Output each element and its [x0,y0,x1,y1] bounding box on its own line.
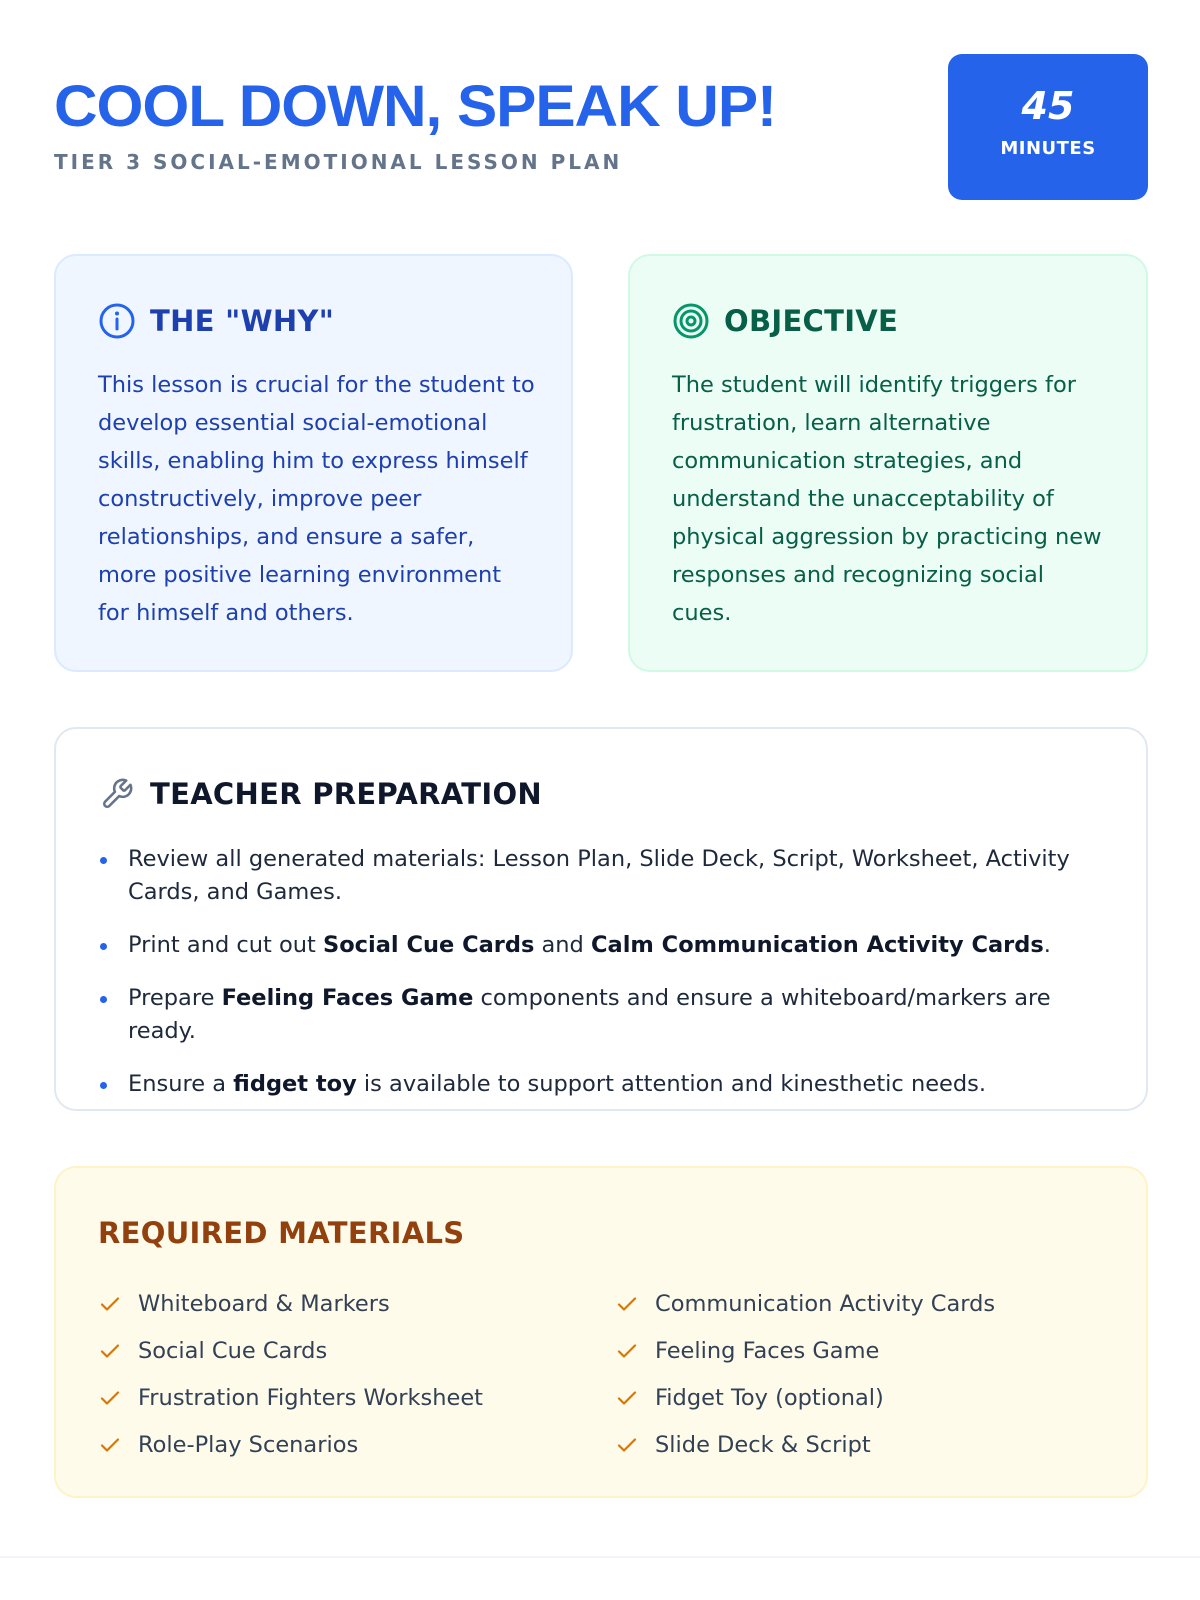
check-icon [98,1338,124,1364]
info-circle-icon [98,302,136,340]
list-item: Communication Activity Cards [615,1280,1108,1327]
check-icon [615,1291,641,1317]
required-materials-card [54,1166,1148,1498]
list-item: Print and cut out Social Cue Cards and Calm Communication Activity Cards. [98,929,1100,962]
objective-body: The student will identify triggers for frustration, learn alternative communication strategies, and understand the unacceptability of physical aggression by practicing new responses and recognizing social cues. [672,372,1102,626]
check-icon [98,1385,124,1411]
list-item: Prepare Feeling Faces Game components and ensure a whiteboard/markers are ready. [98,982,1100,1048]
list-item: Role-Play Scenarios [98,1421,615,1468]
page-title: COOL DOWN, SPEAK UP! [54,74,777,139]
list-item: Whiteboard & Markers [98,1280,615,1327]
list-item: Fidget Toy (optional) [615,1374,1108,1421]
check-icon [615,1432,641,1458]
duration-unit: MINUTES [1000,138,1096,159]
header [54,54,1148,200]
why-card [54,254,573,672]
duration-value: 45 [1021,84,1075,128]
duration-badge [948,54,1148,200]
page-subtitle: TIER 3 SOCIAL-EMOTIONAL LESSON PLAN [54,150,623,174]
wrench-icon [98,775,136,813]
check-icon [98,1432,124,1458]
check-icon [98,1291,124,1317]
list-item: Review all generated materials: Lesson Plan, Slide Deck, Script, Worksheet, Activity Cards, and Games. [98,843,1100,909]
list-item: Social Cue Cards [98,1327,615,1374]
why-body: This lesson is crucial for the student to develop essential social-emotional skills, enabling him to express himself constructively, improve peer relationships, and ensure a safer, more positive learning environment for himself and others. [98,372,535,626]
check-icon [615,1385,641,1411]
preparation-list [98,843,1100,1121]
materials-list [98,1280,1108,1468]
list-item: Slide Deck & Script [615,1421,1108,1468]
objective-title: OBJECTIVE [724,304,899,338]
list-item: Ensure a fidget toy is available to support attention and kinesthetic needs. [98,1068,1100,1101]
objective-card [628,254,1148,672]
preparation-title: TEACHER PREPARATION [150,777,542,811]
footer-divider [0,1556,1200,1558]
list-item: Feeling Faces Game [615,1327,1108,1374]
materials-title: REQUIRED MATERIALS [98,1216,465,1250]
teacher-preparation-card [54,727,1148,1111]
list-item: Frustration Fighters Worksheet [98,1374,615,1421]
check-icon [615,1338,641,1364]
target-icon [672,302,710,340]
why-title: THE "WHY" [150,304,335,338]
